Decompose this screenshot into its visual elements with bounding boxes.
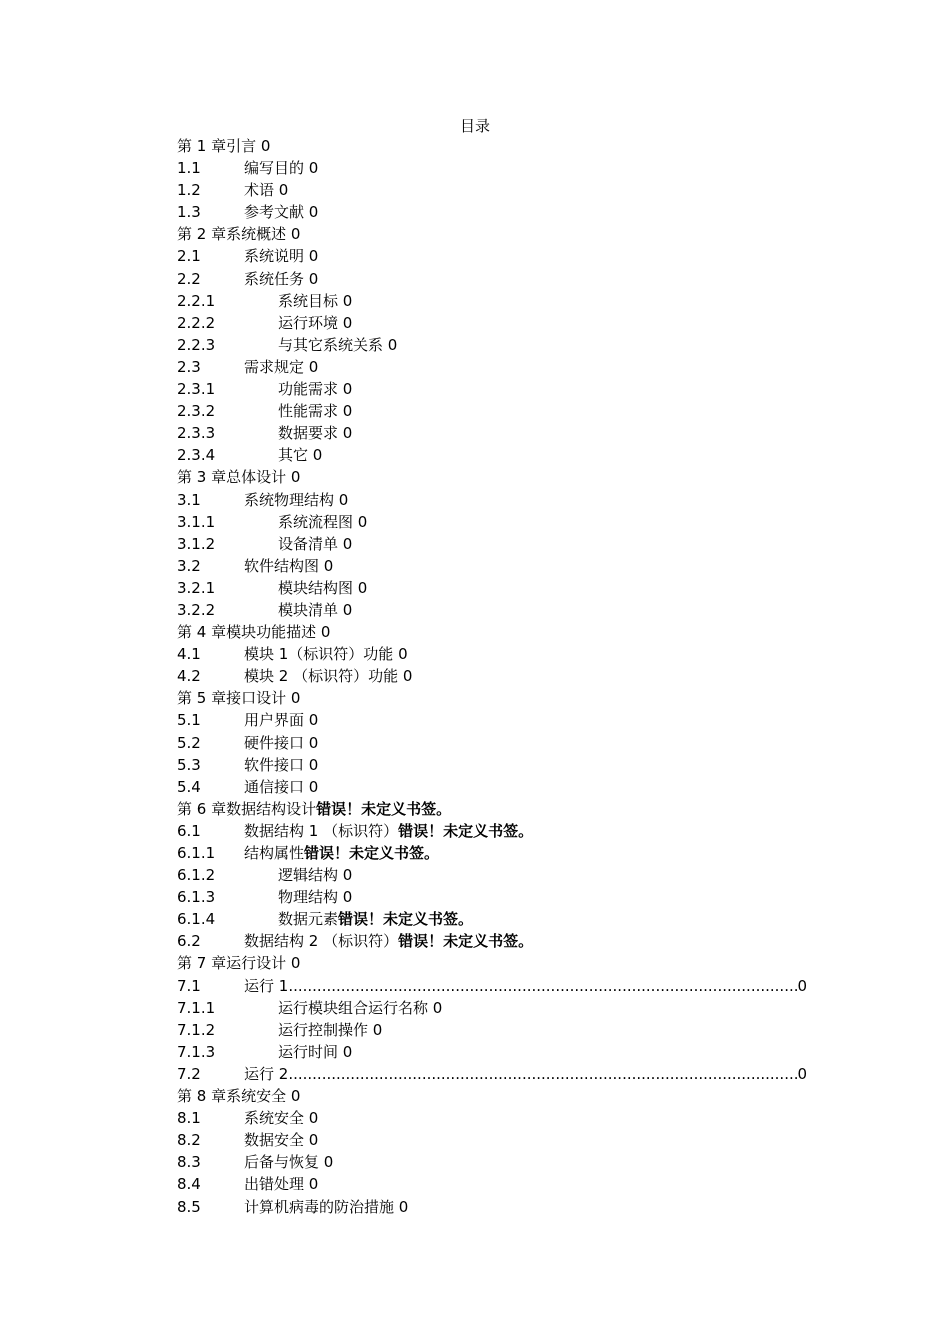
toc-page-number: 0 [278, 181, 289, 200]
toc-entry-title: 运行模块组合运行名称 [278, 998, 429, 1017]
toc-entry-title: 运行 2 [244, 1064, 289, 1083]
toc-entry[interactable] [177, 952, 807, 974]
toc-entry[interactable] [177, 223, 807, 245]
toc-entry-title: 其它 [278, 446, 309, 465]
toc-entry[interactable] [177, 533, 807, 555]
toc-page-number: 0 [432, 998, 443, 1017]
toc-page-number: 0 [797, 976, 807, 995]
toc-entry-number: 4.1 [177, 645, 201, 664]
toc-page-number: 0 [290, 468, 301, 487]
toc-entry-number: 7.1.1 [177, 998, 216, 1017]
toc-entry[interactable] [177, 378, 807, 400]
toc-page-number: 0 [308, 269, 319, 288]
toc-entry[interactable] [177, 930, 807, 952]
toc-entry-number: 8.3 [177, 1153, 201, 1172]
toc-entry-text [244, 930, 533, 952]
toc-entry[interactable] [177, 621, 807, 643]
toc-entry-text [278, 444, 322, 466]
toc-entry[interactable] [177, 1173, 807, 1195]
toc-entry-text [244, 754, 318, 776]
toc-entry-number: 2.3.1 [177, 380, 216, 399]
toc-page-number: 0 [342, 380, 353, 399]
toc-entry-title: 参考文献 [244, 203, 305, 222]
toc-entry[interactable] [177, 489, 807, 511]
toc-entry-title: 出错处理 [244, 1175, 305, 1194]
toc-entry[interactable] [177, 886, 807, 908]
toc-entry-title: 运行 1 [244, 976, 289, 995]
toc-entry-number: 4.2 [177, 667, 201, 686]
toc-entry-text [244, 157, 318, 179]
toc-entry-text [177, 621, 330, 643]
toc-page-number: 0 [342, 534, 353, 553]
toc-entry-title: 数据结构 2 （标识符） [244, 932, 399, 951]
toc-entry-number: 5.4 [177, 777, 201, 796]
toc-page-number: 0 [372, 1020, 383, 1039]
toc-entry-text [278, 997, 442, 1019]
toc-dot-leader [288, 975, 797, 997]
toc-page-number: 0 [342, 291, 353, 310]
toc-entry[interactable] [177, 201, 807, 223]
toc-entry-title: 第 4 章模块功能描述 [177, 623, 317, 642]
toc-page-number: 0 [260, 137, 271, 155]
toc-entry-text [278, 577, 367, 599]
toc-entry-number: 5.1 [177, 711, 201, 730]
toc-entry[interactable] [177, 511, 807, 533]
toc-page-number: 0 [342, 1042, 353, 1061]
toc-entry-number: 6.1.4 [177, 910, 216, 929]
toc-page-number: 0 [290, 689, 301, 708]
toc-bookmark-error: 错误！未定义书签。 [398, 932, 534, 951]
toc-entry-title: 第 1 章引言 [177, 137, 257, 155]
toc-entry-text [177, 952, 300, 974]
toc-entry-title: 设备清单 [278, 534, 339, 553]
toc-entry-title: 软件结构图 [244, 556, 320, 575]
toc-entry-number: 2.2 [177, 269, 201, 288]
toc-entry-text [244, 201, 318, 223]
toc-entry-number: 2.2.2 [177, 313, 216, 332]
toc-entry-title: 需求规定 [244, 357, 305, 376]
toc-entry-title: 数据安全 [244, 1131, 305, 1150]
toc-page-number: 0 [312, 446, 323, 465]
toc-entry-title: 数据元素 [278, 910, 339, 929]
toc-bookmark-error: 错误！未定义书签。 [398, 821, 534, 840]
toc-entry-number: 7.1.3 [177, 1042, 216, 1061]
toc-page-number: 0 [402, 667, 413, 686]
toc-entry-number: 8.1 [177, 1109, 201, 1128]
toc-entry-text [244, 356, 318, 378]
toc-entry-text [278, 400, 352, 422]
toc-entry-text [278, 290, 352, 312]
toc-entry-number: 5.3 [177, 755, 201, 774]
toc-entry-number: 2.3.4 [177, 446, 216, 465]
toc-bookmark-error: 错误！未定义书签。 [338, 910, 474, 929]
toc-entry-number: 8.4 [177, 1175, 201, 1194]
toc-entry-title: 运行时间 [278, 1042, 339, 1061]
toc-page-number: 0 [342, 888, 353, 907]
toc-entry[interactable] [177, 356, 807, 378]
toc-entry-number: 3.2 [177, 556, 201, 575]
toc-entry[interactable] [177, 179, 807, 201]
toc-entry[interactable] [177, 820, 807, 842]
toc-entry-title: 物理结构 [278, 888, 339, 907]
toc-entry[interactable] [177, 732, 807, 754]
toc-entry-text [244, 1063, 807, 1085]
toc-page-number: 0 [342, 424, 353, 443]
toc-entry[interactable] [177, 1041, 807, 1063]
toc-entry-text [244, 975, 807, 997]
toc-entry-number: 7.1 [177, 976, 201, 995]
toc-entry-text [244, 1107, 318, 1129]
toc-entry-title: 模块 1（标识符）功能 [244, 645, 394, 664]
toc-page-number: 0 [308, 1175, 319, 1194]
toc-dot-leader [288, 1063, 797, 1085]
toc-entry[interactable] [177, 268, 807, 290]
toc-entry[interactable] [177, 400, 807, 422]
toc-entry-number: 8.2 [177, 1131, 201, 1150]
toc-entry[interactable] [177, 290, 807, 312]
toc-entry[interactable] [177, 1085, 807, 1107]
toc-entry-title: 系统目标 [278, 291, 339, 310]
toc-entry[interactable] [177, 665, 807, 687]
toc-entry-number: 1.1 [177, 159, 201, 178]
toc-entry[interactable] [177, 135, 807, 157]
toc-entry-text [177, 687, 300, 709]
toc-entry-text [177, 798, 451, 820]
toc-entry-text [278, 511, 367, 533]
toc-entry-number: 7.1.2 [177, 1020, 216, 1039]
toc-entry[interactable] [177, 555, 807, 577]
toc-page-number: 0 [357, 578, 368, 597]
toc-entry[interactable] [177, 577, 807, 599]
toc-entry-title: 系统说明 [244, 247, 305, 266]
toc-entry-text [244, 268, 318, 290]
toc-entry-title: 运行环境 [278, 313, 339, 332]
toc-entry-number: 6.1.3 [177, 888, 216, 907]
toc-page-number: 0 [308, 159, 319, 178]
toc-entry-number: 3.1.1 [177, 512, 216, 531]
toc-entry-text [278, 864, 352, 886]
toc-entry-title: 系统任务 [244, 269, 305, 288]
toc-page-number: 0 [797, 1064, 807, 1083]
toc-page-number: 0 [342, 313, 353, 332]
toc-entry-title: 模块 2 （标识符）功能 [244, 667, 399, 686]
toc-entry-title: 硬件接口 [244, 733, 305, 752]
toc-entry-text [278, 1019, 382, 1041]
toc-entry-number: 3.2.1 [177, 578, 216, 597]
toc-entry-text [244, 842, 439, 864]
toc-entry-number: 2.2.3 [177, 335, 216, 354]
toc-page-number: 0 [342, 866, 353, 885]
toc-entry-title: 数据要求 [278, 424, 339, 443]
toc-entry-text [278, 422, 352, 444]
toc-entry[interactable] [177, 798, 807, 820]
toc-entry[interactable] [177, 754, 807, 776]
toc-page-number: 0 [323, 556, 334, 575]
toc-entry-title: 第 6 章数据结构设计 [177, 799, 317, 818]
toc-entry-text [278, 378, 352, 400]
toc-entry[interactable] [177, 1129, 807, 1151]
toc-entry-text [244, 776, 318, 798]
toc-entry-text [278, 1041, 352, 1063]
page-title: 目录 [459, 117, 490, 135]
toc-entry-text [244, 643, 408, 665]
toc-entry-text [244, 820, 533, 842]
toc-entry-number: 3.1 [177, 490, 201, 509]
toc-entry-text [244, 555, 333, 577]
toc-entry[interactable] [177, 776, 807, 798]
toc-page-number: 0 [308, 357, 319, 376]
toc-entry-text [177, 135, 270, 157]
toc-entry-text [278, 334, 397, 356]
toc-page-number: 0 [290, 954, 301, 973]
toc-entry[interactable] [177, 599, 807, 621]
toc-entry-text [278, 886, 352, 908]
toc-entry-title: 第 8 章系统安全 [177, 1087, 287, 1106]
toc-entry-title: 软件接口 [244, 755, 305, 774]
toc-entry[interactable] [177, 312, 807, 334]
toc-entry-number: 8.5 [177, 1197, 201, 1216]
toc-entry[interactable] [177, 975, 807, 997]
toc-entry-title: 第 3 章总体设计 [177, 468, 287, 487]
toc-entry-text [244, 179, 288, 201]
toc-page-number: 0 [398, 645, 408, 664]
toc-page-number: 0 [323, 1153, 334, 1172]
toc-page-number: 0 [308, 1131, 319, 1150]
toc-entry-number: 3.1.2 [177, 534, 216, 553]
toc-entry-title: 系统安全 [244, 1109, 305, 1128]
toc-entry-title: 系统流程图 [278, 512, 354, 531]
toc-entry-title: 用户界面 [244, 711, 305, 730]
toc-bookmark-error: 错误！未定义书签。 [304, 844, 440, 862]
toc-entry[interactable] [177, 1063, 807, 1085]
toc-entry[interactable] [177, 864, 807, 886]
toc-page-number: 0 [320, 623, 331, 642]
toc-page-number: 0 [308, 711, 319, 730]
toc-entry-text [244, 245, 318, 267]
toc-entry-title: 数据结构 1 （标识符） [244, 821, 399, 840]
toc-entry-title: 第 7 章运行设计 [177, 954, 287, 973]
toc-entry-text [278, 599, 352, 621]
toc-entry-title: 通信接口 [244, 777, 305, 796]
toc-entry[interactable] [177, 1196, 807, 1218]
toc-entry[interactable] [177, 908, 807, 930]
toc-page-number: 0 [342, 600, 353, 619]
toc-entry[interactable] [177, 334, 807, 356]
toc-entry-text [244, 1173, 318, 1195]
toc-page-number: 0 [290, 1087, 301, 1106]
toc-entry-text [177, 223, 300, 245]
toc-list [177, 135, 807, 1218]
toc-bookmark-error: 错误！未定义书签。 [316, 799, 452, 818]
toc-entry-text [278, 533, 352, 555]
toc-entry-number: 1.2 [177, 181, 201, 200]
toc-page-number: 0 [308, 1109, 319, 1128]
toc-entry-text [244, 1151, 333, 1173]
toc-entry[interactable] [177, 997, 807, 1019]
toc-entry-text [278, 908, 473, 930]
toc-page-number: 0 [342, 402, 353, 421]
toc-entry-number: 2.3.3 [177, 424, 216, 443]
toc-entry-title: 运行控制操作 [278, 1020, 369, 1039]
toc-entry-title: 第 2 章系统概述 [177, 225, 287, 244]
toc-entry[interactable] [177, 1151, 807, 1173]
toc-entry-number: 6.1.1 [177, 844, 216, 862]
toc-entry[interactable] [177, 1107, 807, 1129]
toc-entry[interactable] [177, 709, 807, 731]
toc-entry-title: 后备与恢复 [244, 1153, 320, 1172]
toc-entry-number: 2.3.2 [177, 402, 216, 421]
toc-page-number: 0 [387, 335, 398, 354]
toc-entry[interactable] [177, 466, 807, 488]
toc-page-number: 0 [290, 225, 301, 244]
toc-entry-text [244, 709, 318, 731]
toc-page-number: 0 [308, 733, 319, 752]
toc-entry-number: 1.3 [177, 203, 201, 222]
toc-entry-number: 7.2 [177, 1064, 201, 1083]
toc-page-number: 0 [308, 777, 319, 796]
toc-entry-number: 6.2 [177, 932, 201, 951]
toc-page-number: 0 [308, 755, 319, 774]
toc-entry[interactable] [177, 245, 807, 267]
toc-page-number: 0 [308, 203, 319, 222]
toc-entry-title: 性能需求 [278, 402, 339, 421]
toc-entry-number: 6.1.2 [177, 866, 216, 885]
toc-entry[interactable] [177, 842, 807, 864]
toc-page-number: 0 [357, 512, 368, 531]
toc-entry-text [244, 1196, 408, 1218]
toc-entry-title: 功能需求 [278, 380, 339, 399]
toc-entry-number: 2.2.1 [177, 291, 216, 310]
toc-entry-text [177, 466, 300, 488]
toc-entry-title: 第 5 章接口设计 [177, 689, 287, 708]
toc-entry-title: 模块清单 [278, 600, 339, 619]
toc-entry-text [244, 489, 348, 511]
toc-entry[interactable] [177, 687, 807, 709]
toc-entry[interactable] [177, 157, 807, 179]
toc-page-number: 0 [338, 490, 349, 509]
toc-entry-title: 逻辑结构 [278, 866, 339, 885]
toc-entry-number: 5.2 [177, 733, 201, 752]
toc-entry-number: 2.3 [177, 357, 201, 376]
toc-page-number: 0 [308, 247, 319, 266]
toc-entry-title: 与其它系统关系 [278, 335, 384, 354]
toc-entry-text [278, 312, 352, 334]
toc-entry[interactable] [177, 422, 807, 444]
toc-entry-title: 计算机病毒的防治措施 [244, 1197, 395, 1216]
toc-entry[interactable] [177, 643, 807, 665]
toc-entry-number: 6.1 [177, 821, 201, 840]
toc-entry-number: 2.1 [177, 247, 201, 266]
toc-entry-text [244, 1129, 318, 1151]
toc-entry-title: 编写目的 [244, 159, 305, 178]
toc-entry-text [177, 1085, 300, 1107]
toc-page-number: 0 [398, 1197, 409, 1216]
toc-entry-title: 系统物理结构 [244, 490, 335, 509]
toc-entry-title: 术语 [244, 181, 275, 200]
toc-entry[interactable] [177, 1019, 807, 1041]
toc-entry[interactable] [177, 444, 807, 466]
toc-entry-text [244, 732, 318, 754]
toc-entry-number: 3.2.2 [177, 600, 216, 619]
toc-entry-title: 结构属性 [244, 844, 305, 862]
toc-entry-text [244, 665, 412, 687]
toc-entry-title: 模块结构图 [278, 578, 354, 597]
